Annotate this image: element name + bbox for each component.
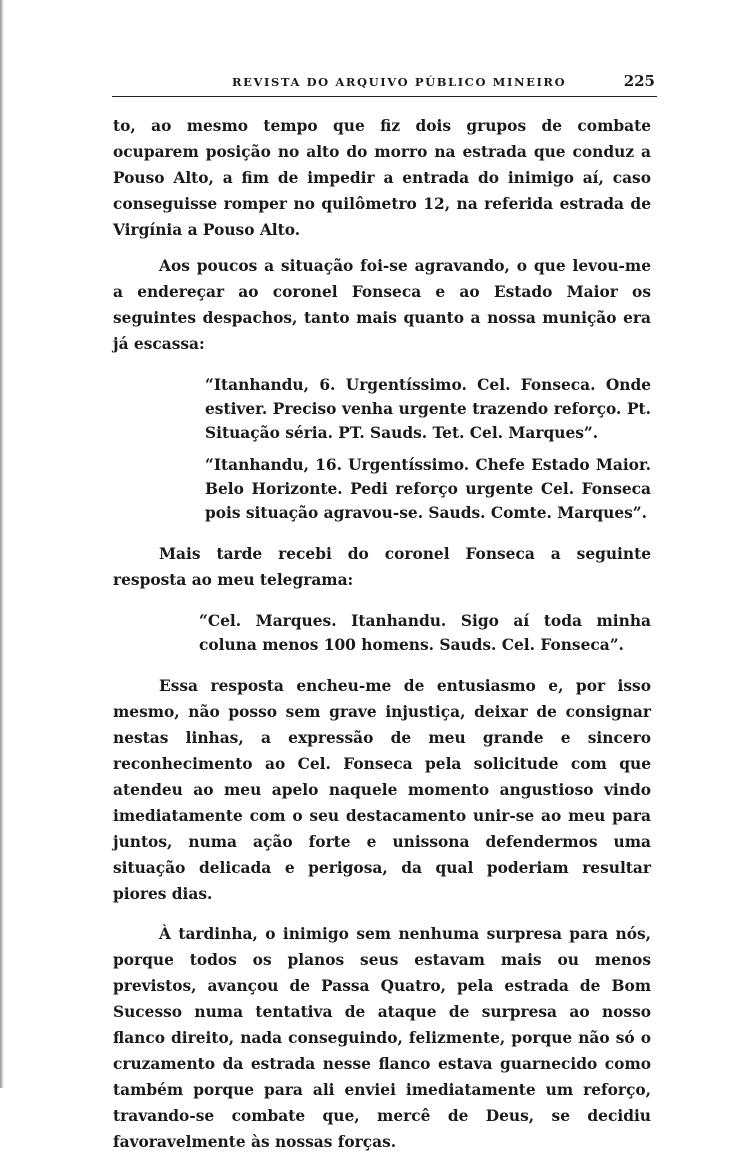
- body-text: [113, 113, 651, 1155]
- binding-edge: [0, 0, 4, 1088]
- paragraph-evening-attack: À tardinha, o inimigo sem nenhuma surpresa para nós, porque todos os planos seus estavam mais ou menos previstos, avançou de Passa Quatro, pela estrada de Bom Sucesso numa tentativa de ataque de surpresa ao nosso flanco direito, nada conseguindo, felizmente, porque não só o cruzamento da estrada nesse flanco estava guarnecido como também porque para ali enviei imediatamente um reforço, travando-se combate que, mercê de Deus, se decidiu favoravelmente às nossas forças.: [113, 925, 651, 1151]
- running-header: [112, 72, 657, 97]
- telegram-quote-1: “Itanhandu, 6. Urgentíssimo. Cel. Fonseca. Onde estiver. Preciso venha urgente trazendo reforço. Pt. Situação séria. PT. Sauds. Tet. Cel. Marques”.: [205, 376, 651, 442]
- telegram-quote-2: “Itanhandu, 16. Urgentíssimo. Chefe Estado Maior. Belo Horizonte. Pedi reforço urgente Cel. Fonseca pois situação agravou-se. Sauds. Comte. Marques”.: [205, 456, 651, 522]
- paragraph-acknowledgement: Essa resposta encheu-me de entusiasmo e, por isso mesmo, não posso sem grave injustiça, deixar de consignar nestas linhas, a expressão de meu grande e sincero reconhecimento ao Cel. Fonseca pela solicitude com que atendeu ao meu apelo naquele momento angustioso vindo imediatamente com o seu destacamento unir-se ao meu para juntos, numa ação forte e unissona defendermos uma situação delicada e perigosa, da qual poderiam resultar piores dias.: [113, 677, 651, 903]
- telegram-quote-3: “Cel. Marques. Itanhandu. Sigo aí toda minha coluna menos 100 homens. Sauds. Cel. Fonseca”.: [199, 612, 651, 654]
- paragraph-continuation: to, ao mesmo tempo que fiz dois grupos de combate ocuparem posição no alto do morro na estrada que conduz a Pouso Alto, a fim de impedir a entrada do inimigo aí, caso conseguisse romper no quilômetro 12, na referida estrada de Virgínia a Pouso Alto.: [113, 117, 651, 239]
- paragraph-dispatches-intro: Aos poucos a situação foi-se agravando, o que levou-me a endereçar ao coronel Fonseca e ao Estado Maior os seguintes despachos, tanto mais quanto a nossa munição era já escassa:: [113, 257, 651, 353]
- page-number: 225: [623, 72, 655, 90]
- paragraph-reply-intro: Mais tarde recebi do coronel Fonseca a seguinte resposta ao meu telegrama:: [113, 545, 651, 589]
- running-title: REVISTA DO ARQUIVO PÚBLICO MINEIRO: [232, 75, 567, 89]
